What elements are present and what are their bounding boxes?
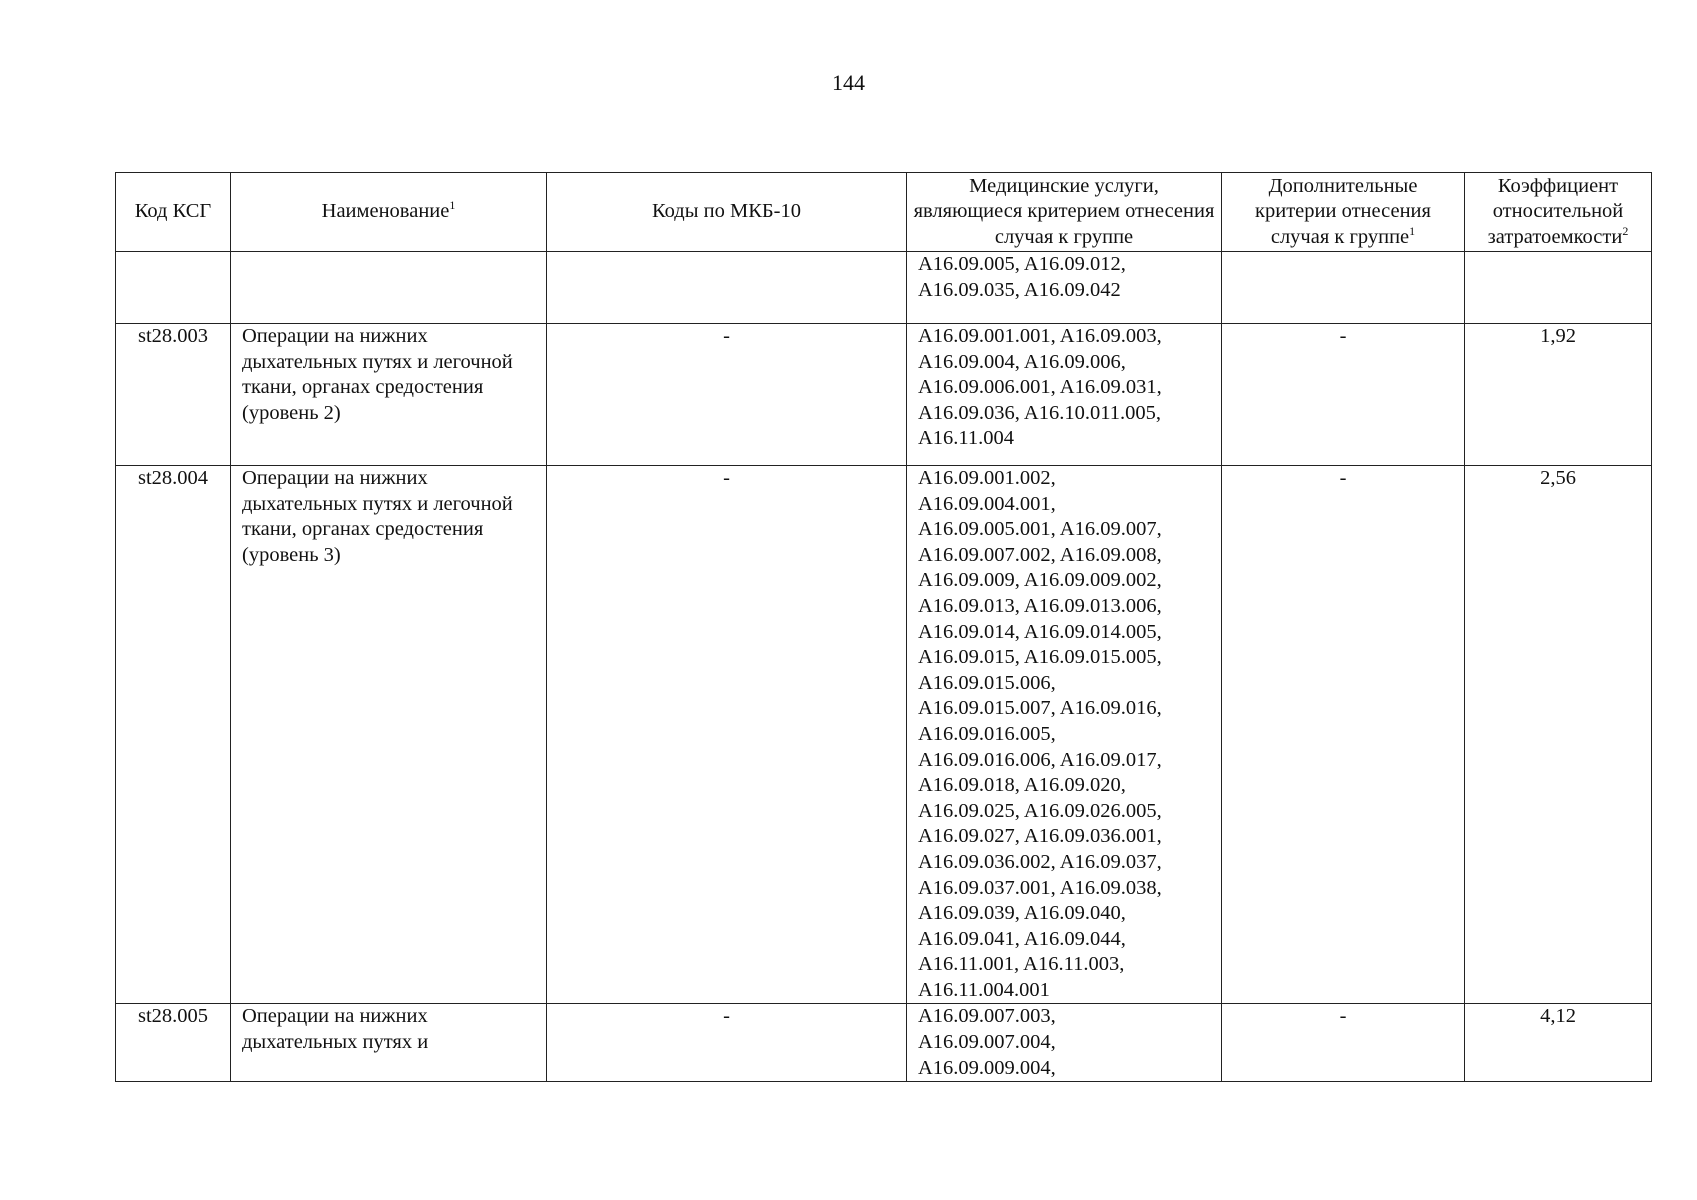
table-body xyxy=(116,252,1652,1082)
page-number: 144 xyxy=(832,70,865,95)
service-code-line: A16.11.001, A16.11.003, xyxy=(918,953,1125,976)
header-name-text: Наименование xyxy=(321,200,450,223)
service-code-line: A16.09.016.005, xyxy=(918,722,1056,745)
header-coef-text: Коэффициент относительной затратоемкости xyxy=(1487,174,1624,248)
table-row xyxy=(116,466,1652,1004)
header-coef-footnote: 2 xyxy=(1622,223,1629,238)
header-name-footnote: 1 xyxy=(449,198,456,213)
header-mkb xyxy=(547,173,907,252)
service-code-line: A16.09.027, A16.09.036.001, xyxy=(918,825,1162,848)
mkb-codes-cell: - xyxy=(547,1004,907,1082)
services-cell xyxy=(907,1004,1222,1082)
service-code-line: A16.09.015, A16.09.015.005, xyxy=(918,646,1162,669)
services-cell xyxy=(907,252,1222,324)
name-cell: Операции на нижних дыхательных путях и xyxy=(231,1004,547,1082)
coefficient-cell: 4,12 xyxy=(1465,1004,1652,1082)
service-code-line: A16.09.007.004, xyxy=(918,1031,1056,1054)
service-code-line: A16.11.004.001 xyxy=(918,978,1050,1001)
service-code-line: A16.09.009.004, xyxy=(918,1056,1056,1079)
service-code-line: A16.09.007.002, A16.09.008, xyxy=(918,543,1162,566)
mkb-codes-cell: - xyxy=(547,466,907,1004)
service-code-line: A16.09.006.001, A16.09.031, xyxy=(918,376,1162,399)
name-cell: Операции на нижних дыхательных путях и легочной ткани, органах средостения (уровень 2) xyxy=(231,324,547,466)
service-code-line: A16.09.036.002, A16.09.037, xyxy=(918,850,1162,873)
header-services-text: Медицинские услуги, являющиеся критерием отнесения случая к группе xyxy=(913,174,1215,248)
service-code-line: A16.09.025, A16.09.026.005, xyxy=(918,799,1162,822)
table-row xyxy=(116,1004,1652,1082)
header-name xyxy=(231,173,547,252)
service-code-line: A16.09.035, A16.09.042 xyxy=(918,278,1121,301)
header-coef xyxy=(1465,173,1652,252)
service-code-line: A16.09.004.001, xyxy=(918,492,1056,515)
service-code-line: A16.09.015.006, xyxy=(918,671,1056,694)
ksg-table xyxy=(115,172,1652,1082)
service-code-line: A16.09.036, A16.10.011.005, xyxy=(918,401,1161,424)
header-code-text: Код КСГ xyxy=(134,200,212,223)
service-code-line: A16.09.016.006, A16.09.017, xyxy=(918,748,1162,771)
header-extra-footnote: 1 xyxy=(1409,223,1416,238)
service-code-line: A16.09.005, A16.09.012, xyxy=(918,253,1126,275)
table-row xyxy=(116,252,1652,324)
coefficient-cell xyxy=(1465,252,1652,324)
table-row xyxy=(116,324,1652,466)
service-code-line: A16.09.009, A16.09.009.002, xyxy=(918,569,1162,592)
extra-criteria-cell: - xyxy=(1222,466,1465,1004)
header-code xyxy=(116,173,231,252)
extra-criteria-cell xyxy=(1222,252,1465,324)
header-extra xyxy=(1222,173,1465,252)
service-code-line: A16.09.001.001, A16.09.003, xyxy=(918,325,1162,347)
services-list xyxy=(918,466,1210,1003)
ksg-code-cell: st28.005 xyxy=(116,1004,231,1082)
services-list xyxy=(918,324,1210,452)
service-code-line: A16.09.041, A16.09.044, xyxy=(918,927,1126,950)
mkb-codes-cell: - xyxy=(547,324,907,466)
mkb-codes-cell xyxy=(547,252,907,324)
service-code-line: A16.09.004, A16.09.006, xyxy=(918,350,1126,373)
ksg-code-cell xyxy=(116,252,231,324)
service-code-line: A16.09.007.003, xyxy=(918,1005,1056,1028)
services-list xyxy=(918,252,1210,303)
service-code-line: A16.09.037.001, A16.09.038, xyxy=(918,876,1162,899)
header-extra-text: Дополнительные критерии отнесения случая к группе xyxy=(1255,174,1431,248)
services-cell xyxy=(907,466,1222,1004)
name-cell xyxy=(231,252,547,324)
extra-criteria-cell: - xyxy=(1222,324,1465,466)
ksg-code-cell: st28.003 xyxy=(116,324,231,466)
service-code-line: A16.09.005.001, A16.09.007, xyxy=(918,518,1162,541)
ksg-code-cell: st28.004 xyxy=(116,466,231,1004)
service-code-line: A16.09.015.007, A16.09.016, xyxy=(918,697,1162,720)
extra-criteria-cell: - xyxy=(1222,1004,1465,1082)
coefficient-cell: 2,56 xyxy=(1465,466,1652,1004)
name-cell: Операции на нижних дыхательных путях и легочной ткани, органах средостения (уровень 3) xyxy=(231,466,547,1004)
coefficient-cell: 1,92 xyxy=(1465,324,1652,466)
service-code-line: A16.09.013, A16.09.013.006, xyxy=(918,594,1162,617)
service-code-line: A16.11.004 xyxy=(918,427,1015,450)
service-code-line: A16.09.039, A16.09.040, xyxy=(918,902,1126,925)
table-header-row xyxy=(116,173,1652,252)
service-code-line: A16.09.001.002, xyxy=(918,467,1056,489)
services-cell xyxy=(907,324,1222,466)
header-services xyxy=(907,173,1222,252)
services-list xyxy=(918,1004,1210,1081)
service-code-line: A16.09.014, A16.09.014.005, xyxy=(918,620,1162,643)
header-mkb-text: Коды по МКБ-10 xyxy=(652,200,801,223)
service-code-line: A16.09.018, A16.09.020, xyxy=(918,774,1126,797)
